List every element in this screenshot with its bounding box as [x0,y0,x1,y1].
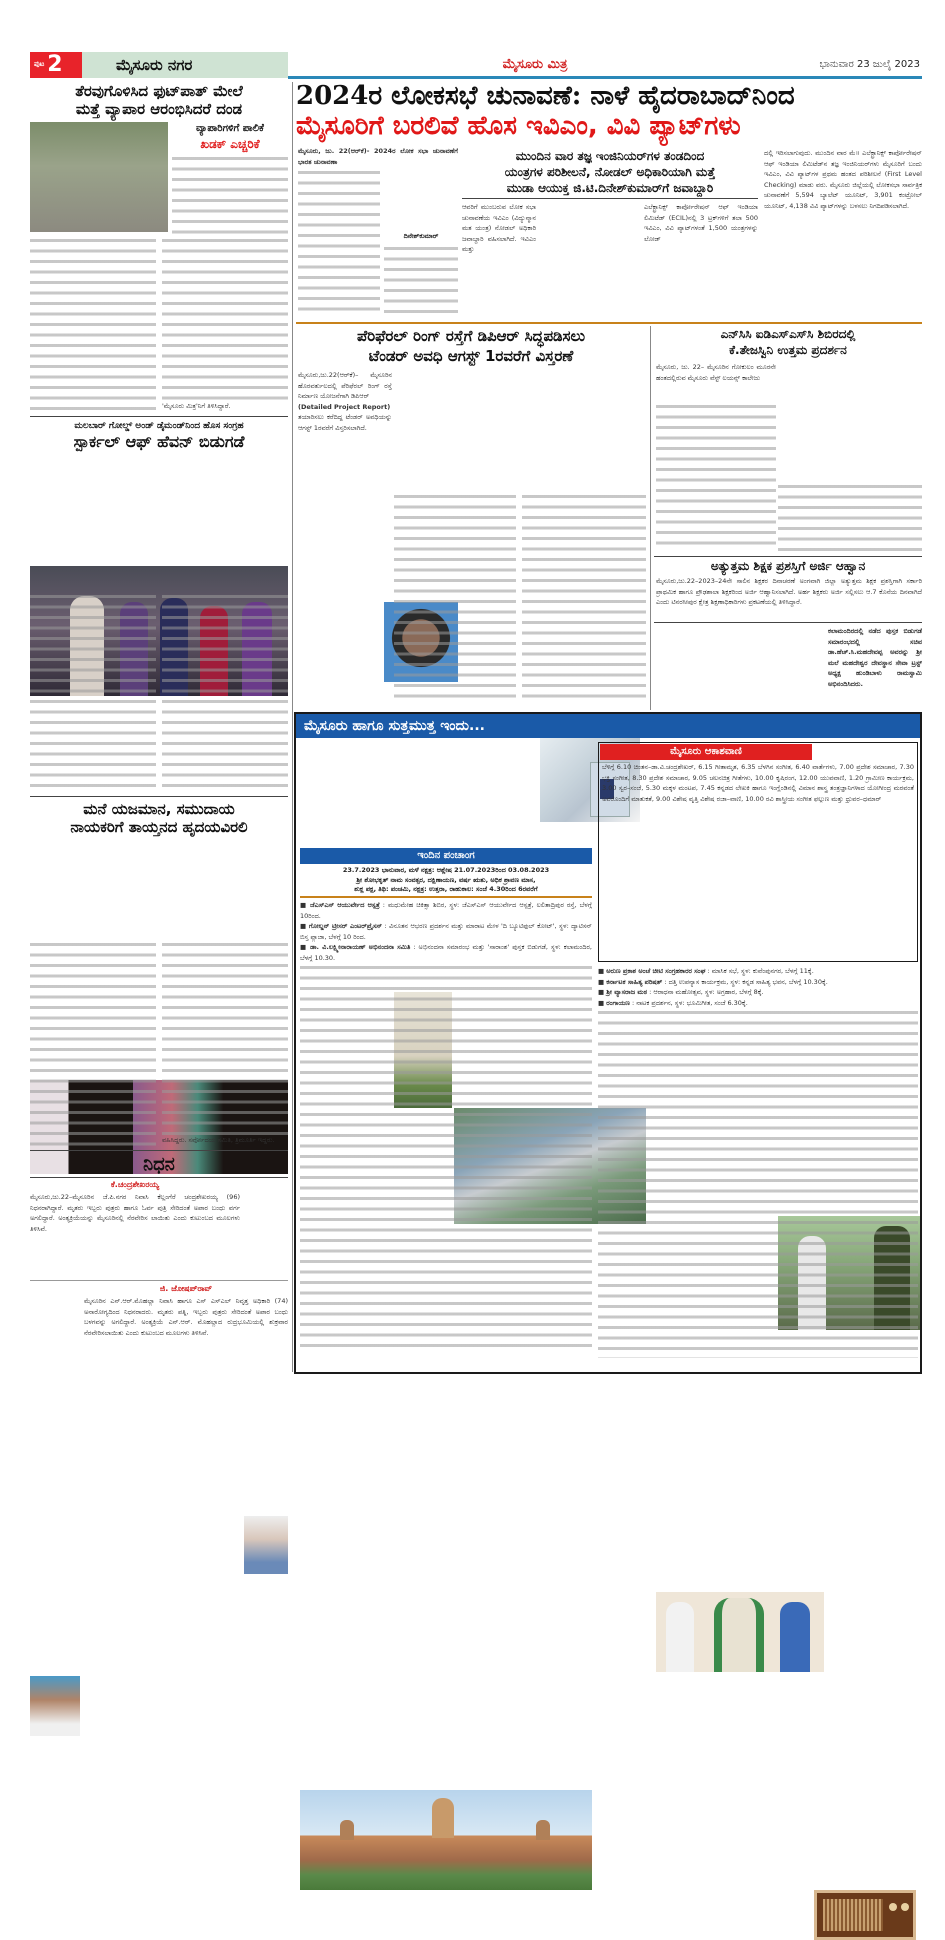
teacher-award-text: ಮೈಸೂರು,ಜು.22–2023–24ನೇ ಸಾಲಿನ ಶಿಕ್ಷಕರ ದಿನಾಚರಣೆ ಅಂಗವಾಗಿ ಜಿಲ್ಲಾ ಅತ್ಯುತ್ತಮ ಶಿಕ್ಷಕ ಪ್ರಶಸ್ತಿಗಾಗಿ ಸರ್ಕಾರಿ ಪ್ರಾಥಮಿಕ ಹಾಗೂ ಪ್ರೌಢಶಾಲಾ ಶಿಕ್ಷಕರಿಂದ ಅರ್ಜಿ ಆಹ್ವಾನಿಸಲಾಗಿದೆ. ಅರ್ಹ ಶಿಕ್ಷಕರು ಅರ್ಜಿ ಸಲ್ಲಿಸಲು ಆ.7 ಕೊನೆಯ ದಿನವಾಗಿದೆ ಎಂದು ಟಿನರಸೀಪುರ ಕ್ಷೇತ್ರ ಶಿಕ್ಷಣಾಧಿಕಾರಿಗಳು ಪ್ರಕಟಣೆಯಲ್ಲಿ ತಿಳಿಸಿದ್ದಾರೆ. [656,577,922,606]
event-item: ■ ಗೋಲ್ಡನ್ ಟ್ರೀಸರ್ ಎಂಟರ್‌ಪ್ರೈಸಸ್ : ವಿನೂತನ ಆಭರಣ ಪ್ರದರ್ಶನ ಮತ್ತು ಮಾರಾಟ ಮೇಳ 'ದಿ ಬ್ಯೂಟಿಫುಲ್ ಕೋಟ್', ಸ್ಥಳ: ದ್ಯಾಟಿಸನ್ ಬಿಸ್ತ ಪ್ಲಾಜಾ, ಬೆಳಗ್ಗೆ 10 ರಿಂದ. [300,922,592,941]
malabar-body-col2 [162,592,288,792]
divider [30,1150,288,1151]
obituary-2-name: ಜಿ. ಜೋಷಪ್‌ರಾವ್ [159,1284,213,1293]
lead-body-col4: ದಲ್ಲಿ ಇರಿಸಲಾಗುವುದು. ಮುಂದಿನ ವಾರ ಮೆ॥ ಎಲೆಕ್ಟ್ರಾನಿಕ್ಸ್ ಕಾರ್ಪೋರೇಷನ್ ಆಫ್ ಇಂಡಿಯಾ ಲಿಮಿಟೆಡ್‌ನ ತಜ್ಞ ಇಂಜಿನಿಯರ್‌ಗಳು ಮೈಸೂರಿಗೆ ಬಂದು ಇವಿಎಂ, ವಿವಿ ಪ್ಯಾಟ್‌ಗಳ ಪ್ರಥಮ ಹಂತದ ಪರಿಶೀಲನೆ (First Level Checking) ಮಾಡು ವರು. ಮೈಸೂರು ಜಿಲ್ಲೆಯಲ್ಲಿ ಲೋಕಸಭಾ ಸಾರ್ವತ್ರಿಕ ಚುನಾವಣೆಗೆ 5,594 ಬ್ಯಾಲೆಟ್ ಯೂನಿಟ್, 3,901 ಕಂಟ್ರೋಲ್ ಯೂನಿಟ್, 4,138 ವಿವಿ ಪ್ಯಾಟ್‌ಗಳನ್ನು ಬಳಸಲು ನಿಗದಿಪಡಿಸಲಾಗಿದೆ. [764,149,922,210]
paper-name: ಮೈಸೂರು ಮಿತ್ರ [502,57,568,72]
portrait-caption: ದಿನೇಶ್‌ಕುಮಾರ್ [403,232,439,240]
lead-body-col1 [298,168,380,318]
ncc-intro: ಮೈಸೂರು, ಜು. 22– ಮೈಸೂರಿನ ಗೋಕುಲಂ ಮೂರನೇ ಹಂತದಲ್ಲಿರುವ ಮೈಸೂರು ವೆಸ್ಟ್ ಲಯನ್ಸ್ ಕಾಲೇಜು [656,363,776,382]
lead-body-col3: ಎಲೆಕ್ಟ್ರಾನಿಕ್ಸ್ ಕಾರ್ಪೋರೇಷನ್ ಆಫ್ ಇಂಡಿಯಾ ಲಿಮಿಟೆಡ್ (ECIL)ನಲ್ಲಿ 3 ಟ್ರಕ್‌ಗಳಿಗೆ ತಲಾ 500 ಇವಿಎಂ, ವಿವಿ ಪ್ಯಾಟ್‌ಗಳಂತೆ 1,500 ಯಂತ್ರಗಳನ್ನು ಲೋಡ್ [644,203,758,243]
event-item: ■ ರಂಗಾಯಣ : ನಾಟಕ ಪ್ರದರ್ಶನ, ಸ್ಥಳ: ಭೂಮಿಗೀತ, ಸಂಜೆ 6.30ಕ್ಕೆ. [598,998,748,1007]
ncc-headline: ಎನ್‌ಸಿಸಿ ಐಡಿಎಸ್‌ಎಸ್‌ಸಿ ಶಿಬಿರದಲ್ಲಿ ಕೆ.ತೇಜಸ್ವಿನಿ ಉತ್ತಮ ಪ್ರದರ್ಶನ [720,327,856,357]
malabar-headline: ಸ್ಪಾರ್ಕಲ್ ಆಫ್ ಹೆವನ್ ಬಿಡುಗಡೆ [73,432,245,451]
akashavani-title: ಮೈಸೂರು ಆಕಾಶವಾಣಿ [600,744,812,760]
lead-headline-line2: ಮೈಸೂರಿಗೆ ಬರಲಿವೆ ಹೊಸ ಇವಿಎಂ, ವಿವಿ ಪ್ಯಾಟ್‌ಗಳು [296,111,741,141]
event-item: ■ ಶ್ರೀ ವ್ಯಾಸರಾಜ ಮಠ : ಆರಾಧನಾ ಮಹೋತ್ಸವ, ಸ್ಥಳ: ಅಗ್ರಹಾರ, ಬೆಳಗ್ಗೆ 8ಕ್ಕೆ. [598,988,764,996]
mane-headline: ಮನೆ ಯಜಮಾನ, ಸಮುದಾಯ ನಾಯಕರಿಗೆ ತಾಯ್ತನದ ಹೃದಯವಿರಲಿ [70,800,248,836]
felicitation-photo [656,1592,824,1672]
mane-closing: ವಹಿಸಿದ್ದರು. ಸರ್ವೋದಯ ಸಮಿತಿ, ತ್ರಿಮೂರ್ತಿ ಇದ್ದರು. [162,1136,275,1144]
divider [30,1280,288,1281]
page-label: ಪುಟ [34,60,45,69]
lead-body-col1b [384,244,458,318]
ncc-body [656,402,776,552]
ring-road-headline: ಪೆರಿಫೆರಲ್ ರಿಂಗ್ ರಸ್ತೆಗೆ ಡಿಪಿಆರ್ ಸಿದ್ಧಪಡಿಸಲು ಟೆಂಡರ್ ಅವಧಿ ಆಗಸ್ಟ್ 1ರವರೆಗೆ ವಿಸ್ತರಣೆ [357,327,585,365]
events-list [300,900,592,1370]
divider [30,1177,288,1178]
teacher-award-headline: ಅತ್ಯುತ್ತಮ ಶಿಕ್ಷಕ ಪ್ರಶಸ್ತಿಗೆ ಅರ್ಜಿ ಆಹ್ವಾನ [710,559,866,573]
column-rule [650,326,651,710]
lead-body-col2: ಆವರಿಗೆ ಮುಂಬರುವ ಲೋಕ ಸಭಾ ಚುನಾವಣೆಯ ಇವಿಎಂ (ವಿದ್ಯುನ್ಮಾನ ಮತ ಯಂತ್ರ) ನೋಡಲ್ ಅಧಿಕಾರಿ ಜವಾಬ್ದಾರಿ ವಹಿಸಲಾಗಿದೆ. ಇವಿಎಂ ಮತ್ತು [462,203,536,253]
panchanga-details: 23.7.2023 ಭಾನುವಾರ, ಮಳೆ ನಕ್ಷತ್ರ: ಆಶ್ಲೇಷ 21.07.2023ರಿಂದ 03.08.2023 ಶ್ರೀ ಶೋಭಕೃತ್ ನಾಮ ಸಂವತ್ಸರ, ದಕ್ಷಿಣಾಯಣ, ವರ್ಷ ಋತು, ಅಧಿಕ ಶ್ರಾವಣ ಮಾಸ, ಶುಕ್ಲ ಪಕ್ಷ, ತಿಥಿ: ಪಂಚಮಿ, ನಕ್ಷತ್ರ: ಉತ್ತರಾ, ರಾಹುಕಾಲ: ಸಂಜೆ 4.30ರಿಂದ 6ರವರೆಗೆ [342,866,550,893]
radio-icon [814,1890,916,1940]
divider [300,896,592,898]
obituary-2-portrait [30,1676,80,1736]
event-item: ■ ಕರ್ನಾಟಕ ಸಾಹಿತ್ಯ ಪರಿಷತ್ : ದತ್ತಿ ಉಪನ್ಯಾಸ ಕಾರ್ಯಕ್ರಮ, ಸ್ಥಳ: ಕನ್ನಡ ಸಾಹಿತ್ಯ ಭವನ, ಬೆಳಗ್ಗೆ 10.30ಕ್ಕೆ. [598,977,828,986]
page-number-badge [30,52,82,78]
event-item: ■ ಡಾ. ವಿ.ಲಕ್ಷ್ಮೀನಾರಾಯಣ್ ಅಭಿನಂದನಾ ಸಮಿತಿ : ಅಭಿನಂದನಾ ಸಮಾರಂಭ ಮತ್ತು 'ಸಾರಾಂಶ' ಪುಸ್ತಕ ಬಿಡುಗಡೆ, ಸ್ಥಳ: ಕಲಾಮಂದಿರ, ಬೆಳಗ್ಗೆ 10.30. [300,943,592,962]
divider [654,556,922,557]
akashavani-schedule: ಬೆಳಿಗ್ಗೆ 6.10 ಚಿಂತನ–ಡಾ.ವಿ.ಚಂದ್ರಶೇಖರ್, 6.15 ಗೀತಾಮೃತ, 6.35 ಬೆಳಗಿನ ಸಂಗೀತ, 6.40 ವಾರ್ತೆಗಳು, 7.00 ಪ್ರದೇಶ ಸಮಾಚಾರ, 7.30 ಭಕ್ತಿ ಸಂಗೀತ, 8.30 ಪ್ರದೇಶ ಸಮಾಚಾರ, 9.05 ಚಲನಚಿತ್ರ ಗೀತೆಗಳು, 10.00 ಕೃಷಿರಂಗ, 12.00 ಯುವವಾಣಿ, 1.20 ಗ್ರಾಮೀಣ ಕಾರ್ಯಕ್ರಮ, 3.00 ಸ್ವರ–ಸಂಜೆ, 5.30 ಮಕ್ಕಳ ಮಂಟಪ, 7.45 ಕನ್ನಡದ ಲೇಖಕಿ ಹಾಗೂ ಇಂಗ್ಲೆಂಡಿನಲ್ಲಿ ವಿಮಾನ ಶಾಸ್ತ್ರ ತಂತ್ರಜ್ಞಾನಿಗಳಾದ ಯೋಗೀಂದ್ರ ಮರವಂತೆ ಅವರೊಂದಿಗೆ ಮಾತುಕತೆ, 9.00 ವಿಶೇಷ ವೃತ್ತಿ ವಿಶೇಷ ರಜಾ–ವಾಣಿ, 10.00 ರವಿ ಶಾಸ್ತ್ರೀಯ ಸಂಗೀತ ಫಲ್ಗುಣ ಮತ್ತು ಧ್ರುವರ–ಧಮಾರ್ [602,763,914,803]
ncc-caption [778,482,922,552]
event-item: ■ ಅರುಣ ಪ್ರಕಾಶ ಅಂಚೆ ಚೀಟಿ ಸಂಗ್ರಹಕಾರರ ಸಂಘ : ಮಾಸಿಕ ಸಭೆ, ಸ್ಥಳ: ಕುವೆಂಪುನಗರ, ಬೆಳಗ್ಗೆ 11ಕ್ಕೆ. [598,967,814,975]
page-number: 2 [47,52,63,77]
mane-body-col2 [162,940,288,1136]
masthead-rule [288,76,922,79]
footpath-body-col2 [162,236,288,402]
obituary-1-portrait [244,1516,288,1574]
today-banner: ಮೈಸೂರು ಹಾಗೂ ಸುತ್ತಮುತ್ತ ಇಂದು... [296,714,920,738]
panchanga-title: ಇಂದಿನ ಪಂಚಾಂಗ [300,848,592,864]
events-list-right [598,966,918,1370]
divider [30,416,288,417]
ring-road-body-col3 [522,492,646,700]
lead-dateline: ಮೈಸೂರು, ಜು. 22(ಆರ್‌ಕೆ)- 2024ರ ಲೋಕ ಸಭಾ ಚುನಾವಣೆಗೆ ಭಾರತ ಚುನಾವಣಾ [298,147,458,166]
obituary-1-text: ಮೈಸೂರು,ಜು.22–ಮೈಸೂರಿನ ಜೆ.ಪಿ.ನಗರ ನಿವಾಸಿ ಕೆಲ್ಲಂಗೆರೆ ಚಂದ್ರಶೇಖರಯ್ಯ (96) ನಿಧನರಾಗಿದ್ದಾರೆ. ಮೃತರು ಇಬ್ಬರು ಪುತ್ರರು ಹಾಗೂ ಓರ್ವ ಪುತ್ರಿ ಸೇರಿದಂತೆ ಅಪಾರ ಬಂಧು ವರ್ಗ ಅಗಲಿದ್ದಾರೆ. ಅಂತ್ಯಕ್ರಿಯೆಯನ್ನು ಮೈಸೂರಿನಲ್ಲಿ ನೆರವೇರಿಸ ಲಾಯಿತು ಎಂದು ಕುಟುಂಬದ ಮೂಲಗಳು ತಿಳಿಸಿವೆ. [30,1193,240,1233]
divider [654,622,922,623]
footpath-body-col1 [30,236,156,412]
malabar-kicker: ಮಲಬಾರ್ ಗೋಲ್ಡ್ ಅಂಡ್ ಡೈಮಂಡ್‌ನಿಂದ ಹೊಸ ಸಂಗ್ರಹ [74,421,244,431]
divider [30,796,288,797]
obituary-1-name: ಕೆ.ಚಂದ್ರಶೇಖರಯ್ಯ [110,1180,160,1189]
issue-date: ಭಾನುವಾರ 23 ಜುಲೈ 2023 [819,59,920,70]
footpath-kicker: ವ್ಯಾಪಾರಿಗಳಿಗೆ ಪಾಲಿಕೆ ಖಡಕ್ ಎಚ್ಚರಿಕೆ [196,123,264,151]
felicitation-caption: ಕಲಾಮಂದಿರದಲ್ಲಿ ನಡೆದ ಪುಸ್ತಕ ಬಿಡುಗಡೆ ಸಮಾರಂಭದಲ್ಲಿ ಸಚಿವ ಡಾ.ಹೆಚ್.ಸಿ.ಮಹದೇವಪ್ಪ ಅವರನ್ನು ಶ್ರೀ ಮಲೆ ಮಹದೇಶ್ವರ ದೇವಸ್ಥಾನ ಸೇವಾ ಟ್ರಸ್ಟ್ ಅಧ್ಯಕ್ಷ ಹುಂಡಿಬಾಳು ರಾಮಸ್ವಾಮಿ ಅಭಿನಂದಿಸಿದರು. [828,627,922,688]
mane-body-col1 [30,940,156,1146]
footpath-headline: ತೆರವುಗೊಳಿಸಿದ ಫುಟ್‌ಪಾತ್ ಮೇಲೆ ಮತ್ತೆ ವ್ಯಾಪಾರ ಆರಂಭಿಸಿದರೆ ದಂಡ [75,82,243,118]
divider [296,322,922,324]
footpath-vendors-photo [30,122,168,232]
lead-subhead: ಮುಂದಿನ ವಾರ ತಜ್ಞ ಇಂಜಿನಿಯರ್‌ಗಳ ತಂಡದಿಂದ ಯಂತ್ರಗಳ ಪರಿಶೀಲನೆ, ನೋಡಲ್ ಅಧಿಕಾರಿಯಾಗಿ ಮತ್ತೆ ಮುಡಾ ಆಯುಕ್ತ ಜಿ.ಟಿ.ದಿನೇಶ್‌ಕುಮಾರ್‌ಗೆ ಜವಾಬ್ದಾರಿ [504,149,716,195]
footpath-closing: 'ಮೈಸೂರು ಮಿತ್ರ'ನಿಗೆ ತಿಳಿಸಿದ್ದಾರೆ. [162,402,231,410]
column-rule [292,82,293,1372]
ring-road-intro: ಮೈಸೂರು,ಜು.22(ಆರ್‌ಕೆ)– ಮೈಸೂರಿನ ಹೊರವರ್ತುಲದಲ್ಲಿ ಪೆರಿಫೆರಲ್ ರಿಂಗ್ ರಸ್ತೆ ನಿರ್ಮಾಣ ಯೋಜನೆಗಾಗಿ ಡಿಪಿಆರ್ (Detailed Project Report) ತಯಾರಿಸಲು ಕರೆದಿದ್ದ ಟೆಂಡರ್ ಅವಧಿಯನ್ನು ಆಗಸ್ಟ್ 1ರವರೆಗೆ ವಿಸ್ತರಿಸಲಾಗಿದೆ. [298,371,392,432]
divider [462,198,758,199]
lead-headline-line1: 2024ರ ಲೋಕಸಭೆ ಚುನಾವಣೆ: ನಾಳೆ ಹೈದರಾಬಾದ್‌ನಿಂದ [296,81,795,111]
mysore-palace-photo [300,1790,592,1890]
obituary-2-text: ಮೈಸೂರಿನ ಎನ್.ಆರ್.ಮೊಹಲ್ಲಾ ನಿವಾಸಿ ಹಾಗೂ ಎಸ್ ಎಸ್‌ಎಲ್ ನಿವೃತ್ತ ಅಧಿಕಾರಿ (74) ಅನಾರೋಗ್ಯದಿಂದ ನಿಧನರಾದರು. ಮೃತರು ಪತ್ನಿ, ಇಬ್ಬರು ಪುತ್ರರು ಸೇರಿದಂತೆ ಅಪಾರ ಬಂಧು ಬಳಗವನ್ನು ಅಗಲಿದ್ದಾರೆ. ಅಂತ್ಯಕ್ರಿಯೆ ಎನ್.ಆರ್. ಮೊಹಲ್ಲಾದ ರುದ್ರಭೂಮಿಯಲ್ಲಿ ಶುಕ್ರವಾರ ನೆರವೇರಿಸಲಾಯಿತು ಎಂದು ಕುಟುಂಬದ ಮೂಲಗಳು ತಿಳಿಸಿವೆ. [84,1297,288,1337]
malabar-body-col1 [30,592,156,792]
ring-road-body-col2 [394,492,516,700]
event-item: ■ ಜೆಎಸ್‌ಎಸ್ ಆಯುರ್ವೇದ ಆಸ್ಪತ್ರೆ : ಮಧುಮೇಹ ಚಿಕಿತ್ಸಾ ಶಿಬಿರ, ಸ್ಥಳ: ಜೆಎಸ್‌ಎಸ್ ಆಯುರ್ವೇದ ಆಸ್ಪತ್ರೆ, ಲಲಿತಾದ್ರಿಪುರ ರಸ್ತೆ, ಬೆಳಗ್ಗೆ 10ರಿಂದ. [300,901,592,920]
section-title: ಮೈಸೂರು ನಗರ [82,52,288,78]
footpath-body-side [172,154,288,234]
obituary-title: ನಿಧನ [143,1154,175,1175]
